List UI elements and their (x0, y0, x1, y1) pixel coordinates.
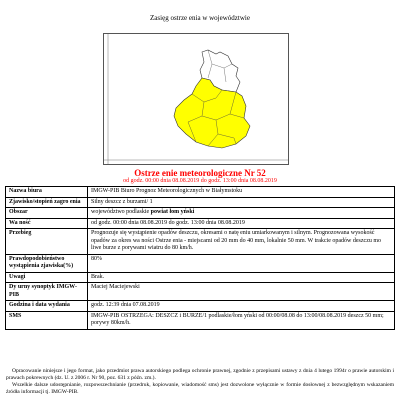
table-row (6, 254, 395, 272)
map-title: Zasięg ostrze enia w województwie (150, 14, 250, 22)
table-row (6, 283, 395, 301)
copyright-notice (6, 368, 394, 396)
validity-value: od godz. 00:00 dnia 08.08.2019 do godz. 13:00 dnia 08.08.2019 (88, 218, 395, 229)
probability-value: 80% (88, 254, 395, 272)
validity-label: Wa ność (6, 218, 88, 229)
remarks-label: Uwagi (6, 272, 88, 283)
table-row (6, 208, 395, 219)
probability-label: Prawdopodobieństwo wystąpienia zjawiska(%) (6, 254, 88, 272)
forecaster-label: Dy urny synoptyk IMGW-PIB (6, 283, 88, 301)
forecaster-value: Maciej Maciejewski (88, 283, 395, 301)
table-row (6, 272, 395, 283)
office-label: Nazwa biura (6, 187, 88, 198)
warning-subtitle: od godz. 00:00 dnia 08.08.2019 do godz. 13:00 dnia 08.08.2019 (123, 178, 277, 184)
warning-title: Ostrze enie meteorologiczne Nr 52 (134, 168, 266, 178)
area-value-district: powiat łom yński (150, 209, 195, 215)
table-row (6, 218, 395, 229)
issued-label: Godzina i data wydania (6, 301, 88, 312)
area-label: Obszar (6, 208, 88, 219)
table-row (6, 301, 395, 312)
sms-value: IMGW-PIB OSTRZEGA: DESZCZ i BURZE/1 podlaskie/łom yński od 00:00/08.08 do 13:00/08.08.2019 deszcz 50 mm; porywy 80km/h. (88, 311, 395, 329)
phenomenon-label: Zjawisko/stopień zagro enia (6, 197, 88, 208)
forecast-label: Przebieg (6, 229, 88, 255)
sms-label: SMS (6, 311, 88, 329)
warning-area (174, 78, 250, 148)
table-row (6, 187, 395, 198)
table-row (6, 229, 395, 255)
area-value (88, 208, 395, 219)
table-row (6, 197, 395, 208)
redistribution-paragraph: Wszelkie dalsze udostępnianie, rozpowszechnianie (przedruk, kopiowanie, wiadomość sms) jest dozwolone wyłącznie w formie dosłownej z bezwzględnym wskazaniem źródła informacji tj. IMGW-PIB. (6, 382, 394, 395)
issued-value: godz. 12:39 dnia 07.08.2019 (88, 301, 395, 312)
phenomenon-value: Silny deszcz z burzami/ 1 (88, 197, 395, 208)
warning-map (103, 33, 289, 165)
table-row (6, 311, 395, 329)
remarks-value: Brak. (88, 272, 395, 283)
area-value-prefix: województwo podlaskie (91, 209, 151, 215)
forecast-value: Prognozuje się wystąpienie opadów deszczu, okresami o natę eniu umiarkowanym i silnym. Prognozowana wysokość opadów za okres wa ności Ostrze enia - miejscami od 20 mm do 40 mm, lokalnie 50 mm. W trakcie opadów deszczu mo liwe burze z porywami wiatru do 80 km/h. (88, 229, 395, 255)
voivodeship-map-graphic (104, 34, 288, 164)
warning-details-table (5, 186, 395, 330)
office-value: IMGW-PIB Biuro Prognoz Meteorologicznych w Białymstoku (88, 187, 395, 198)
copyright-paragraph: Opracowanie niniejsze i jego format, jako przedmiot prawa autorskiego podlega ochronie prawnej, zgodnie z przepisami ustawy z dnia 4 lutego 1994r o prawie autorskim i prawach pokrewnych (dz. U. z 2006 r. Nr 90, poz. 631 z późn. zm.). (6, 368, 394, 381)
